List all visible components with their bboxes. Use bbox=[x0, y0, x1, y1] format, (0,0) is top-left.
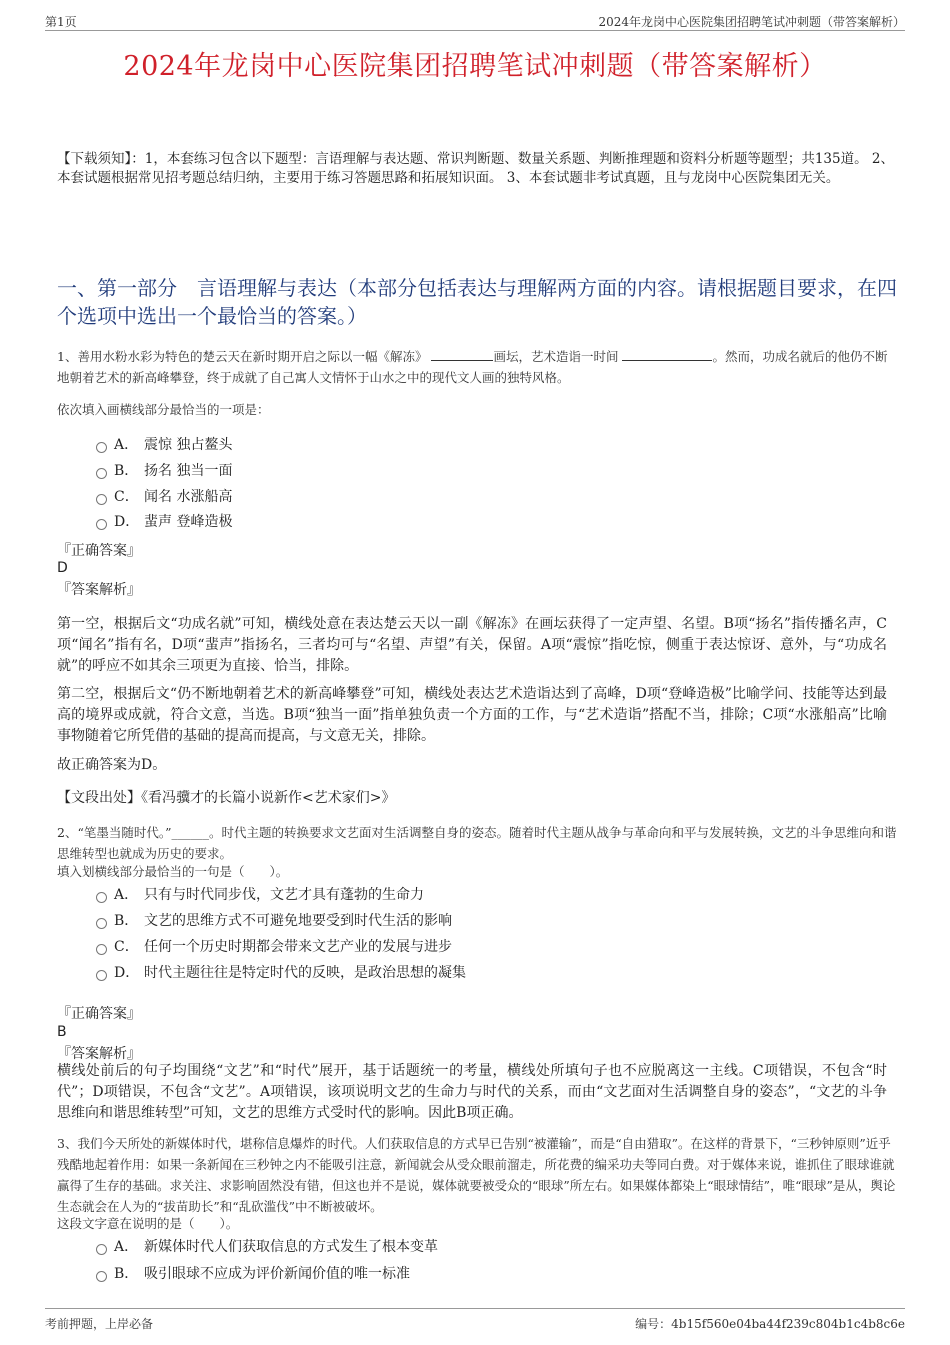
footer-slogan: 考前押题，上岸必备 bbox=[45, 1317, 154, 1331]
option-letter: A． bbox=[114, 887, 139, 903]
q3-option-b[interactable] bbox=[96, 1263, 410, 1285]
q2-analysis: 横线处前后的句子均围绕“文艺”和“时代”展开，基于话题统一的考量，横线处所填句子也不应脱离这一主线。C项错误，不包含“时代”；D项错误，不包含“文艺”。A项错误，该项说明文艺的生命力与时代的关系，而由“文艺面对生活调整自身的姿态”，“文艺的斗争思维向和谐思维转型”可知，文艺的思维方式受时代的影响。因此B项正确。 bbox=[57, 1063, 887, 1121]
section-title: 一、第一部分 言语理解与表达（本部分包括表达与理解两方面的内容。请根据题目要求，在四个选项中选出一个最恰当的答案。） bbox=[57, 276, 897, 328]
option-text: 文艺的思维方式不可避免地要受到时代生活的影响 bbox=[144, 913, 452, 929]
option-letter: D． bbox=[114, 514, 140, 530]
option-letter: B． bbox=[114, 1266, 139, 1282]
q1-conclusion: 故正确答案为D。 bbox=[57, 757, 167, 773]
option-text: 新媒体时代人们获取信息的方式发生了根本变革 bbox=[144, 1239, 438, 1255]
option-text: 只有与时代同步伐，文艺才具有蓬勃的生命力 bbox=[144, 887, 424, 903]
download-notice: 【下载须知】：1，本套练习包含以下题型：言语理解与表达题、常识判断题、数量关系题、判断推理题和资料分析题等题型；共135道。 2、本套试题根据常见招考题总结归纳，主要用于练习答题思路和拓展知识面。 3、本套试题非考试真题，且与龙岗中心医院集团无关。 bbox=[57, 151, 894, 186]
q1-stem-part-c: 。然而，功成名就后的他仍不断地朝着艺术的新高峰攀登，终于成就了自己寓人文情怀于山水之中的现代文人画的独特风格。 bbox=[57, 349, 888, 385]
question-2-prompt: 填入划横线部分最恰当的一句是（ ）。 bbox=[57, 864, 289, 879]
option-text: 任何一个历史时期都会带来文艺产业的发展与进步 bbox=[144, 939, 452, 955]
q1-answer: D bbox=[57, 560, 68, 576]
radio-icon[interactable] bbox=[96, 494, 107, 505]
option-text: 震惊 独占鳌头 bbox=[144, 437, 233, 453]
q2-answer-label: 『正确答案』 bbox=[57, 1006, 141, 1022]
q1-answer-label: 『正确答案』 bbox=[57, 543, 141, 559]
option-text: 吸引眼球不应成为评价新闻价值的唯一标准 bbox=[144, 1266, 410, 1282]
footer-serial: 编号：4b15f560e04ba44f239c804b1c4b8c6e bbox=[635, 1317, 905, 1331]
radio-icon[interactable] bbox=[96, 970, 107, 981]
question-3-stem: 3、我们今天所处的新媒体时代，堪称信息爆炸的时代。人们获取信息的方式早已告别“被灌输”，而是“自由猎取”。在这样的背景下，“三秒钟原则”近乎残酷地起着作用：如果一条新闻在三秒钟之内不能吸引注意，新闻就会从受众眼前溜走，所花费的编采功夫等同白费。对于媒体来说，谁抓住了眼球谁就赢得了生存的基础。求关注、求影响固然没有错，但这也并不是说，媒体就要被受众的“眼球”所左右。如果媒体都染上“眼球情结”，唯“眼球”是从，舆论生态就会在人为的“拔苗助长”和“乱砍滥伐”中不断被破坏。 bbox=[57, 1136, 896, 1214]
question-1-prompt: 依次填入画横线部分最恰当的一项是： bbox=[57, 402, 270, 417]
option-text: 时代主题往往是特定时代的反映，是政治思想的凝集 bbox=[144, 965, 466, 981]
q1-source: 【文段出处】《看冯骥才的长篇小说新作<艺术家们>》 bbox=[57, 790, 396, 806]
q1-stem-part-a: 1、善用水粉水彩为特色的楚云天在新时期开启之际以一幅《解冻》 bbox=[57, 349, 428, 364]
radio-icon[interactable] bbox=[96, 1244, 107, 1255]
q1-analysis-label: 『答案解析』 bbox=[57, 582, 141, 598]
question-2-stem: 2、“笔墨当随时代。”______。时代主题的转换要求文艺面对生活调整自身的姿态。随着时代主题从战争与革命向和平与发展转换，文艺的斗争思维向和谐思维转型也就成为历史的要求。 bbox=[57, 825, 897, 861]
q1-stem-part-b: 画坛，艺术造诣一时间 bbox=[493, 349, 619, 364]
radio-icon[interactable] bbox=[96, 1271, 107, 1282]
radio-icon[interactable] bbox=[96, 519, 107, 530]
page-footer bbox=[45, 1308, 905, 1331]
q1-option-c[interactable] bbox=[96, 486, 232, 508]
q1-option-b[interactable] bbox=[96, 460, 232, 482]
option-letter: A． bbox=[114, 437, 139, 453]
option-letter: B． bbox=[114, 913, 139, 929]
q2-answer: B bbox=[57, 1024, 67, 1040]
option-letter: B． bbox=[114, 463, 139, 479]
option-text: 蜚声 登峰造极 bbox=[144, 514, 233, 530]
q2-option-a[interactable] bbox=[96, 884, 424, 906]
fill-blank-2 bbox=[622, 348, 712, 361]
q1-analysis-paragraph-1: 第一空，根据后文“功成名就”可知，横线处意在表达楚云天以一副《解冻》在画坛获得了一定声望、名望。B项“扬名”指传播名声，C项“闻名”指有名，D项“蜚声”指扬名，三者均可与“名望、声望”有关，保留。A项“震惊”指吃惊，侧重于表达惊讶、意外，与“功成名就”的呼应不如其余三项更为直接、恰当，排除。 bbox=[57, 616, 887, 674]
q1-option-d[interactable] bbox=[96, 511, 232, 533]
q1-option-a[interactable] bbox=[96, 434, 232, 456]
q1-analysis-paragraph-2: 第二空，根据后文“仍不断地朝着艺术的新高峰攀登”可知，横线处表达艺术造诣达到了高峰，D项“登峰造极”比喻学问、技能等达到最高的境界或成就，符合文意，当选。B项“独当一面”指单独负责一个方面的工作，与“艺术造诣”搭配不当，排除；C项“水涨船高”比喻事物随着它所凭借的基础的提高而提高，与文意无关，排除。 bbox=[57, 686, 887, 744]
q2-option-c[interactable] bbox=[96, 936, 452, 958]
radio-icon[interactable] bbox=[96, 918, 107, 929]
radio-icon[interactable] bbox=[96, 442, 107, 453]
q2-option-d[interactable] bbox=[96, 962, 466, 984]
q3-option-a[interactable] bbox=[96, 1236, 438, 1258]
option-letter: C． bbox=[114, 489, 139, 505]
option-letter: A． bbox=[114, 1239, 139, 1255]
option-text: 闻名 水涨船高 bbox=[144, 489, 233, 505]
page-number: 第1页 bbox=[45, 15, 77, 29]
radio-icon[interactable] bbox=[96, 944, 107, 955]
question-3-prompt: 这段文字意在说明的是（ ）。 bbox=[57, 1216, 239, 1231]
page-header bbox=[45, 10, 905, 31]
q2-analysis-label: 『答案解析』 bbox=[57, 1046, 141, 1062]
option-text: 扬名 独当一面 bbox=[144, 463, 233, 479]
radio-icon[interactable] bbox=[96, 892, 107, 903]
option-letter: D． bbox=[114, 965, 140, 981]
radio-icon[interactable] bbox=[96, 468, 107, 479]
fill-blank-1 bbox=[431, 348, 493, 361]
option-letter: C． bbox=[114, 939, 139, 955]
q2-option-b[interactable] bbox=[96, 910, 452, 932]
document-title: 2024年龙岗中心医院集团招聘笔试冲刺题（带答案解析） bbox=[123, 51, 827, 82]
question-1-stem bbox=[57, 346, 897, 388]
header-doc-title: 2024年龙岗中心医院集团招聘笔试冲刺题（带答案解析） bbox=[598, 15, 905, 29]
